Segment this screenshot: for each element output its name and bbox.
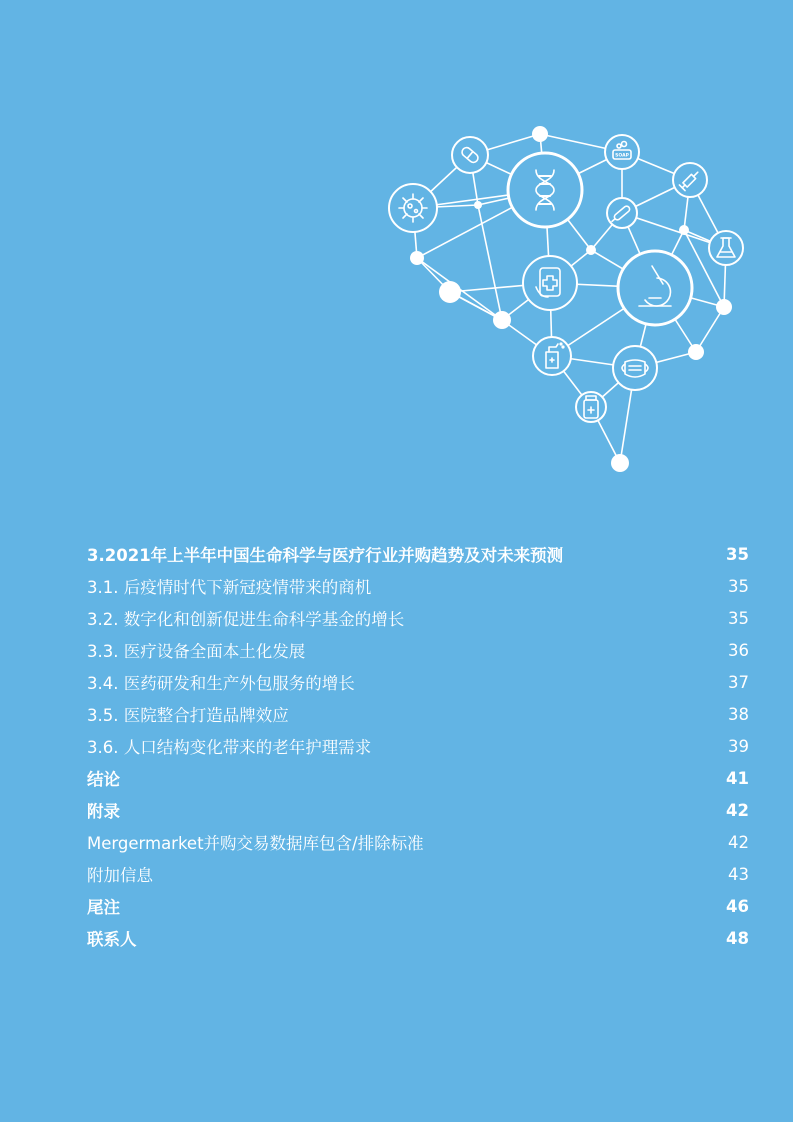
svg-text:SOAP: SOAP (615, 153, 629, 159)
toc-entry[interactable] (87, 762, 749, 794)
network-node (474, 201, 482, 209)
medicine-bottle-icon (576, 392, 606, 422)
network-node (532, 126, 548, 142)
toc-entry[interactable] (87, 538, 749, 570)
toc-entry[interactable] (87, 922, 749, 954)
network-node (439, 281, 461, 303)
toc-entry[interactable] (87, 794, 749, 826)
toc-entry-page: 35 (728, 576, 749, 596)
toc-entry[interactable] (87, 890, 749, 922)
toc-entry-title: 3.2. 数字化和创新促进生命科学基金的增长 (87, 610, 405, 629)
soap-icon (605, 135, 639, 169)
toc-entry[interactable] (87, 666, 749, 698)
toc-entry-page: 43 (728, 864, 749, 884)
toc-entry-page: 42 (728, 832, 749, 852)
network-node (611, 454, 629, 472)
toc-entry[interactable] (87, 602, 749, 634)
toc-entry-title: 3.4. 医药研发和生产外包服务的增长 (87, 674, 355, 693)
toc-entry-title: 结论 (87, 770, 120, 789)
network-node (586, 245, 596, 255)
toc-entry-page: 35 (728, 608, 749, 628)
network-node (410, 251, 424, 265)
toc-entry-page: 48 (726, 928, 749, 948)
toc-entry-title: 联系人 (87, 930, 137, 949)
toc-entry-page: 35 (726, 544, 749, 564)
toc-entry[interactable] (87, 858, 749, 890)
toc-entry-page: 36 (728, 640, 749, 660)
toc-entry[interactable] (87, 730, 749, 762)
toc-entry-title: Mergermarket并购交易数据库包含/排除标准 (87, 834, 424, 853)
toc-entry-title: 3.6. 人口结构变化带来的老年护理需求 (87, 738, 372, 757)
toc-entry-title: 3.1. 后疫情时代下新冠疫情带来的商机 (87, 578, 372, 597)
toc-entry-page: 38 (728, 704, 749, 724)
flask-icon (709, 231, 743, 265)
dna-icon (508, 153, 582, 227)
toc-entry-page: 42 (726, 800, 749, 820)
brain-network-illustration (380, 120, 750, 480)
toc-entry[interactable] (87, 826, 749, 858)
toc-entry-title: 附加信息 (87, 866, 153, 885)
network-link (478, 205, 502, 320)
microscope-icon (618, 251, 692, 325)
toc-entry-title: 3.2021年上半年中国生命科学与医疗行业并购趋势及对未来预测 (87, 546, 564, 565)
syringe-icon (673, 163, 707, 197)
network-node (679, 225, 689, 235)
spray-bottle-icon (533, 337, 571, 375)
toc-entry[interactable] (87, 634, 749, 666)
toc-entry-page: 37 (728, 672, 749, 692)
network-node (716, 299, 732, 315)
face-mask-icon (613, 346, 657, 390)
network-node (493, 311, 511, 329)
toc-entry-title: 3.3. 医疗设备全面本土化发展 (87, 642, 306, 661)
network-node (688, 344, 704, 360)
virus-icon (389, 184, 437, 232)
toc-entry[interactable] (87, 570, 749, 602)
toc-entry-page: 39 (728, 736, 749, 756)
toc-entry[interactable] (87, 698, 749, 730)
toc-entry-title: 附录 (87, 802, 120, 821)
toc-entry-title: 尾注 (87, 898, 120, 917)
toc-entry-page: 41 (726, 768, 749, 788)
toc-entry-title: 3.5. 医院整合打造品牌效应 (87, 706, 289, 725)
pipette-icon (607, 198, 637, 228)
toc-entry-page: 46 (726, 896, 749, 916)
medical-tablet-icon (523, 256, 577, 310)
table-of-contents (87, 538, 749, 954)
pill-icon (452, 137, 488, 173)
